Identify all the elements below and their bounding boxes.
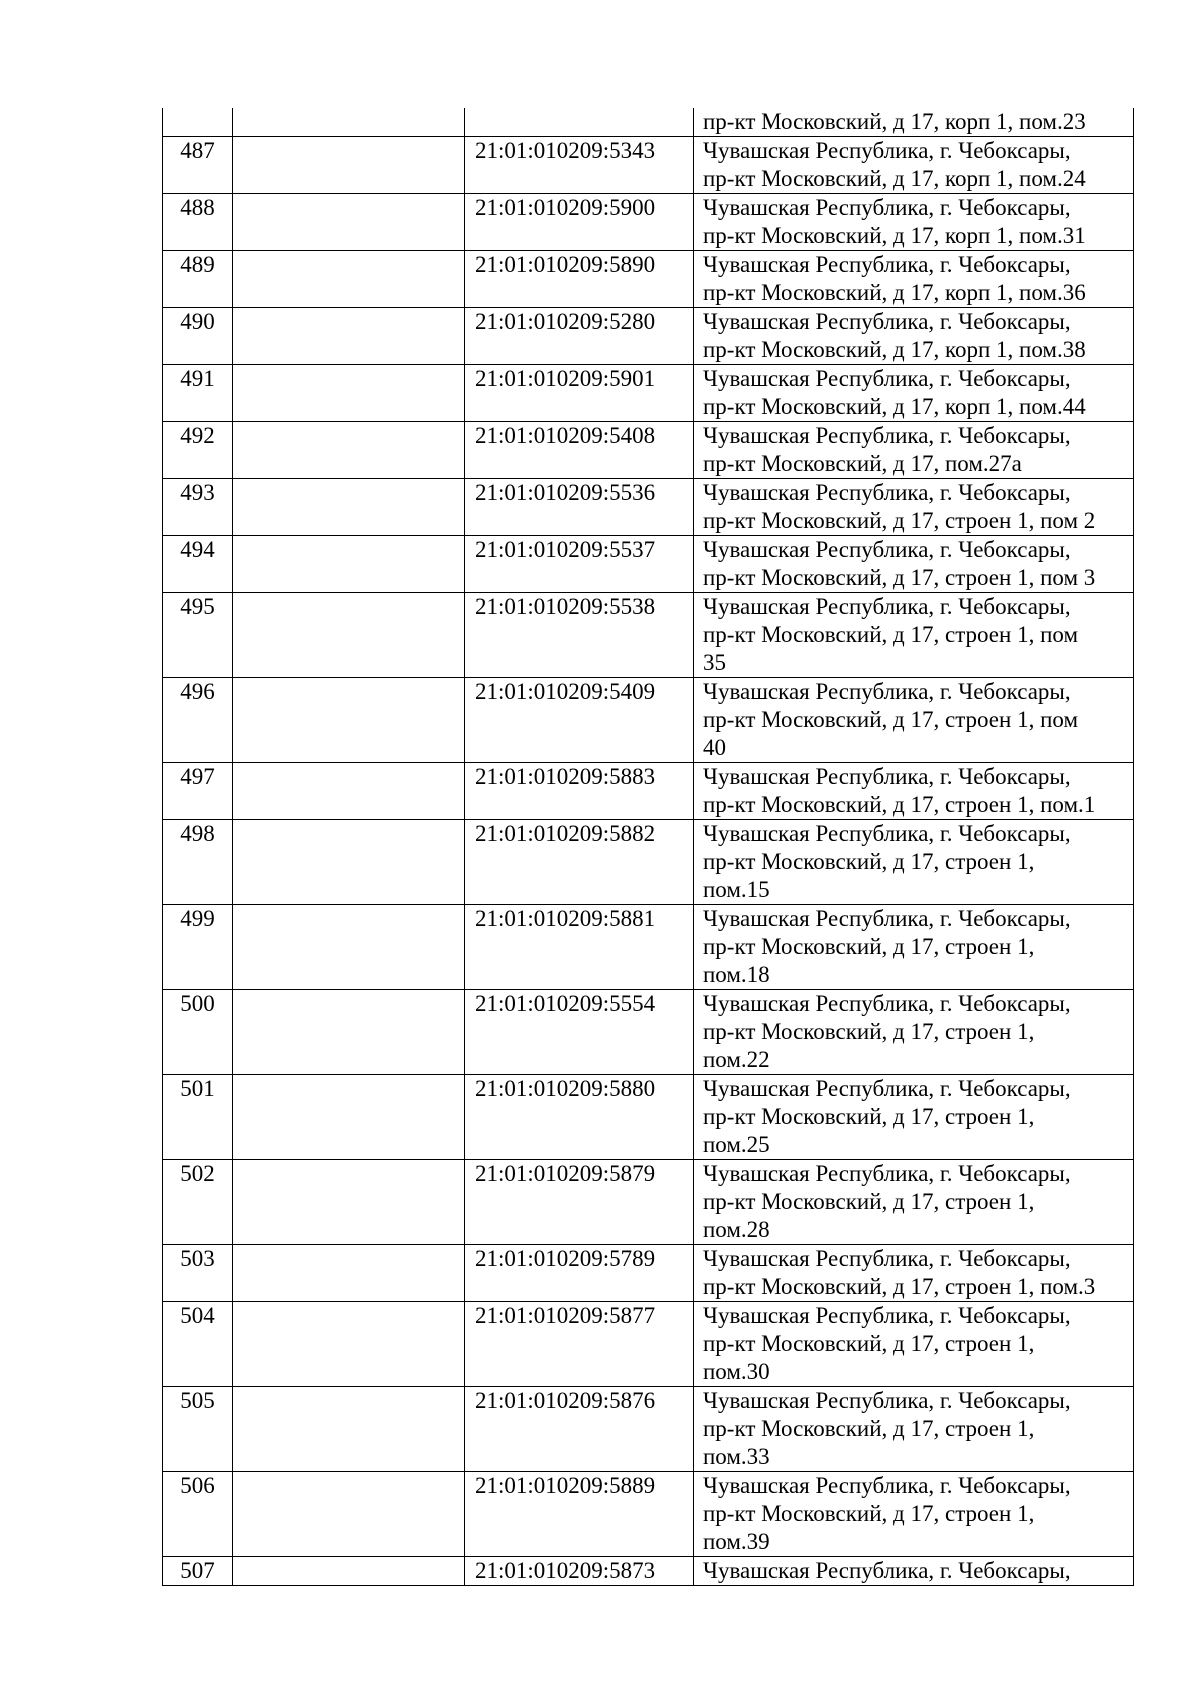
address-line: Чувашская Республика, г. Чебоксары, — [703, 1076, 1071, 1101]
address-cell — [694, 1302, 1134, 1387]
address-cell — [694, 1075, 1134, 1160]
address-line: пр-кт Московский, д 17, корп 1, пом.23 — [703, 109, 1086, 134]
cadastral-number-cell: 21:01:010209:5883 — [465, 763, 694, 820]
address-cell — [694, 1387, 1134, 1472]
table-row — [163, 422, 1134, 479]
empty-cell — [233, 1245, 465, 1302]
cadastral-number-cell: 21:01:010209:5889 — [465, 1472, 694, 1557]
address-line: пр-кт Московский, д 17, строен 1, — [703, 1331, 1035, 1356]
cadastral-number-cell: 21:01:010209:5877 — [465, 1302, 694, 1387]
address-line: пом.39 — [703, 1529, 770, 1554]
table-row — [163, 1387, 1134, 1472]
cadastral-number-cell: 21:01:010209:5873 — [465, 1557, 694, 1586]
row-number-cell: 502 — [163, 1160, 233, 1245]
address-line: Чувашская Республика, г. Чебоксары, — [703, 594, 1071, 619]
cadastral-number-cell: 21:01:010209:5901 — [465, 365, 694, 422]
address-line: пр-кт Московский, д 17, строен 1, — [703, 849, 1035, 874]
empty-cell — [233, 194, 465, 251]
address-cell — [694, 1160, 1134, 1245]
empty-cell — [233, 990, 465, 1075]
empty-cell — [233, 593, 465, 678]
empty-cell — [233, 1387, 465, 1472]
address-line: Чувашская Республика, г. Чебоксары, — [703, 906, 1071, 931]
address-cell — [694, 1557, 1134, 1586]
row-number-cell: 498 — [163, 820, 233, 905]
address-line: Чувашская Республика, г. Чебоксары, — [703, 679, 1071, 704]
cadastral-number-cell: 21:01:010209:5343 — [465, 137, 694, 194]
empty-cell — [233, 820, 465, 905]
address-line: пр-кт Московский, д 17, строен 1, пом — [703, 707, 1078, 732]
address-cell — [694, 763, 1134, 820]
address-cell — [694, 137, 1134, 194]
address-line: 35 — [703, 650, 726, 675]
row-number-cell: 504 — [163, 1302, 233, 1387]
address-line: пр-кт Московский, д 17, корп 1, пом.31 — [703, 223, 1086, 248]
registry-body — [163, 108, 1134, 1586]
row-number-cell: 487 — [163, 137, 233, 194]
continuation-row — [163, 108, 1134, 137]
address-line: Чувашская Республика, г. Чебоксары, — [703, 1388, 1071, 1413]
row-number-cell: 497 — [163, 763, 233, 820]
row-number-cell: 500 — [163, 990, 233, 1075]
empty-cell — [233, 1160, 465, 1245]
empty-cell — [233, 137, 465, 194]
cadastral-number-cell: 21:01:010209:5890 — [465, 251, 694, 308]
cadastral-number-cell: 21:01:010209:5881 — [465, 905, 694, 990]
address-line: Чувашская Республика, г. Чебоксары, — [703, 138, 1071, 163]
row-number-cell: 490 — [163, 308, 233, 365]
address-line: пр-кт Московский, д 17, строен 1, — [703, 1501, 1035, 1526]
row-number-cell: 505 — [163, 1387, 233, 1472]
address-line: пр-кт Московский, д 17, строен 1, — [703, 1019, 1035, 1044]
table-row — [163, 1075, 1134, 1160]
address-line: пом.33 — [703, 1444, 770, 1469]
row-number-cell: 491 — [163, 365, 233, 422]
cadastral-number-cell: 21:01:010209:5876 — [465, 1387, 694, 1472]
empty-cell — [233, 308, 465, 365]
address-line: пр-кт Московский, д 17, корп 1, пом.44 — [703, 394, 1086, 419]
table-row — [163, 1557, 1134, 1586]
table-row — [163, 593, 1134, 678]
table-row — [163, 763, 1134, 820]
row-number-cell: 503 — [163, 1245, 233, 1302]
cadastral-number-cell — [465, 108, 694, 137]
address-line: Чувашская Республика, г. Чебоксары, — [703, 1303, 1071, 1328]
address-cell — [694, 1245, 1134, 1302]
address-line: Чувашская Республика, г. Чебоксары, — [703, 991, 1071, 1016]
address-line: пр-кт Московский, д 17, строен 1, — [703, 1104, 1035, 1129]
cadastral-number-cell: 21:01:010209:5538 — [465, 593, 694, 678]
address-line: пр-кт Московский, д 17, строен 1, — [703, 1416, 1035, 1441]
cadastral-number-cell: 21:01:010209:5536 — [465, 479, 694, 536]
table-row — [163, 905, 1134, 990]
empty-cell — [233, 1472, 465, 1557]
address-line: Чувашская Республика, г. Чебоксары, — [703, 252, 1071, 277]
address-line: 40 — [703, 735, 726, 760]
address-cell — [694, 593, 1134, 678]
address-cell — [694, 678, 1134, 763]
address-line: пр-кт Московский, д 17, строен 1, — [703, 1189, 1035, 1214]
address-line: пр-кт Московский, д 17, строен 1, пом 2 — [703, 508, 1096, 533]
table-row — [163, 1160, 1134, 1245]
table-row — [163, 194, 1134, 251]
table-row — [163, 1472, 1134, 1557]
address-cell — [694, 365, 1134, 422]
address-line: пр-кт Московский, д 17, корп 1, пом.24 — [703, 166, 1086, 191]
cadastral-number-cell: 21:01:010209:5880 — [465, 1075, 694, 1160]
property-registry-table — [162, 108, 1134, 1586]
empty-cell — [233, 365, 465, 422]
row-number-cell: 492 — [163, 422, 233, 479]
address-line: пом.22 — [703, 1047, 770, 1072]
address-line: Чувашская Республика, г. Чебоксары, — [703, 480, 1071, 505]
address-line: пр-кт Московский, д 17, корп 1, пом.36 — [703, 280, 1086, 305]
address-line: пом.15 — [703, 877, 770, 902]
address-cell — [694, 422, 1134, 479]
address-line: Чувашская Республика, г. Чебоксары, — [703, 366, 1071, 391]
cadastral-number-cell: 21:01:010209:5879 — [465, 1160, 694, 1245]
address-line: пр-кт Московский, д 17, строен 1, пом 3 — [703, 565, 1096, 590]
row-number-cell: 494 — [163, 536, 233, 593]
address-line: Чувашская Республика, г. Чебоксары, — [703, 195, 1071, 220]
table-row — [163, 536, 1134, 593]
cadastral-number-cell: 21:01:010209:5408 — [465, 422, 694, 479]
cadastral-number-cell: 21:01:010209:5280 — [465, 308, 694, 365]
row-number-cell: 507 — [163, 1557, 233, 1586]
address-line: пр-кт Московский, д 17, строен 1, пом — [703, 622, 1078, 647]
empty-cell — [233, 763, 465, 820]
empty-cell — [233, 678, 465, 763]
address-line: пр-кт Московский, д 17, строен 1, пом.1 — [703, 792, 1096, 817]
address-line: пом.18 — [703, 962, 770, 987]
address-line: Чувашская Республика, г. Чебоксары, — [703, 537, 1071, 562]
address-line: пр-кт Московский, д 17, строен 1, — [703, 934, 1035, 959]
row-number-cell: 506 — [163, 1472, 233, 1557]
address-cell — [694, 194, 1134, 251]
table-row — [163, 251, 1134, 308]
cadastral-number-cell: 21:01:010209:5900 — [465, 194, 694, 251]
address-line: Чувашская Республика, г. Чебоксары, — [703, 1558, 1071, 1583]
row-number-cell: 499 — [163, 905, 233, 990]
row-number-cell — [163, 108, 233, 137]
address-line: Чувашская Республика, г. Чебоксары, — [703, 1246, 1071, 1271]
address-line: Чувашская Республика, г. Чебоксары, — [703, 423, 1071, 448]
address-cell — [694, 308, 1134, 365]
empty-cell — [233, 1302, 465, 1387]
table-row — [163, 1302, 1134, 1387]
row-number-cell: 495 — [163, 593, 233, 678]
address-line: пом.28 — [703, 1217, 770, 1242]
address-cell — [694, 479, 1134, 536]
address-cell — [694, 1472, 1134, 1557]
empty-cell — [233, 1075, 465, 1160]
cadastral-number-cell: 21:01:010209:5789 — [465, 1245, 694, 1302]
address-cell — [694, 820, 1134, 905]
row-number-cell: 493 — [163, 479, 233, 536]
cadastral-number-cell: 21:01:010209:5554 — [465, 990, 694, 1075]
address-cell — [694, 905, 1134, 990]
row-number-cell: 496 — [163, 678, 233, 763]
empty-cell — [233, 479, 465, 536]
table-row — [163, 1245, 1134, 1302]
table-row — [163, 365, 1134, 422]
address-line: пр-кт Московский, д 17, пом.27а — [703, 451, 1022, 476]
empty-cell — [233, 536, 465, 593]
table-row — [163, 308, 1134, 365]
row-number-cell: 488 — [163, 194, 233, 251]
table-row — [163, 820, 1134, 905]
address-line: Чувашская Республика, г. Чебоксары, — [703, 1161, 1071, 1186]
cadastral-number-cell: 21:01:010209:5409 — [465, 678, 694, 763]
cadastral-number-cell: 21:01:010209:5537 — [465, 536, 694, 593]
address-line: пом.25 — [703, 1132, 770, 1157]
empty-cell — [233, 251, 465, 308]
empty-cell — [233, 905, 465, 990]
address-line: пр-кт Московский, д 17, строен 1, пом.3 — [703, 1274, 1096, 1299]
table-row — [163, 678, 1134, 763]
empty-cell — [233, 422, 465, 479]
address-line: Чувашская Республика, г. Чебоксары, — [703, 764, 1071, 789]
table-row — [163, 990, 1134, 1075]
row-number-cell: 501 — [163, 1075, 233, 1160]
address-cell — [694, 536, 1134, 593]
row-number-cell: 489 — [163, 251, 233, 308]
address-cell — [694, 990, 1134, 1075]
empty-cell — [233, 108, 465, 137]
table-row — [163, 479, 1134, 536]
empty-cell — [233, 1557, 465, 1586]
address-line: Чувашская Республика, г. Чебоксары, — [703, 821, 1071, 846]
table-row — [163, 137, 1134, 194]
address-cell — [694, 251, 1134, 308]
address-cell — [694, 108, 1134, 137]
address-line: Чувашская Республика, г. Чебоксары, — [703, 309, 1071, 334]
address-line: Чувашская Республика, г. Чебоксары, — [703, 1473, 1071, 1498]
address-line: пр-кт Московский, д 17, корп 1, пом.38 — [703, 337, 1086, 362]
cadastral-number-cell: 21:01:010209:5882 — [465, 820, 694, 905]
address-line: пом.30 — [703, 1359, 770, 1384]
